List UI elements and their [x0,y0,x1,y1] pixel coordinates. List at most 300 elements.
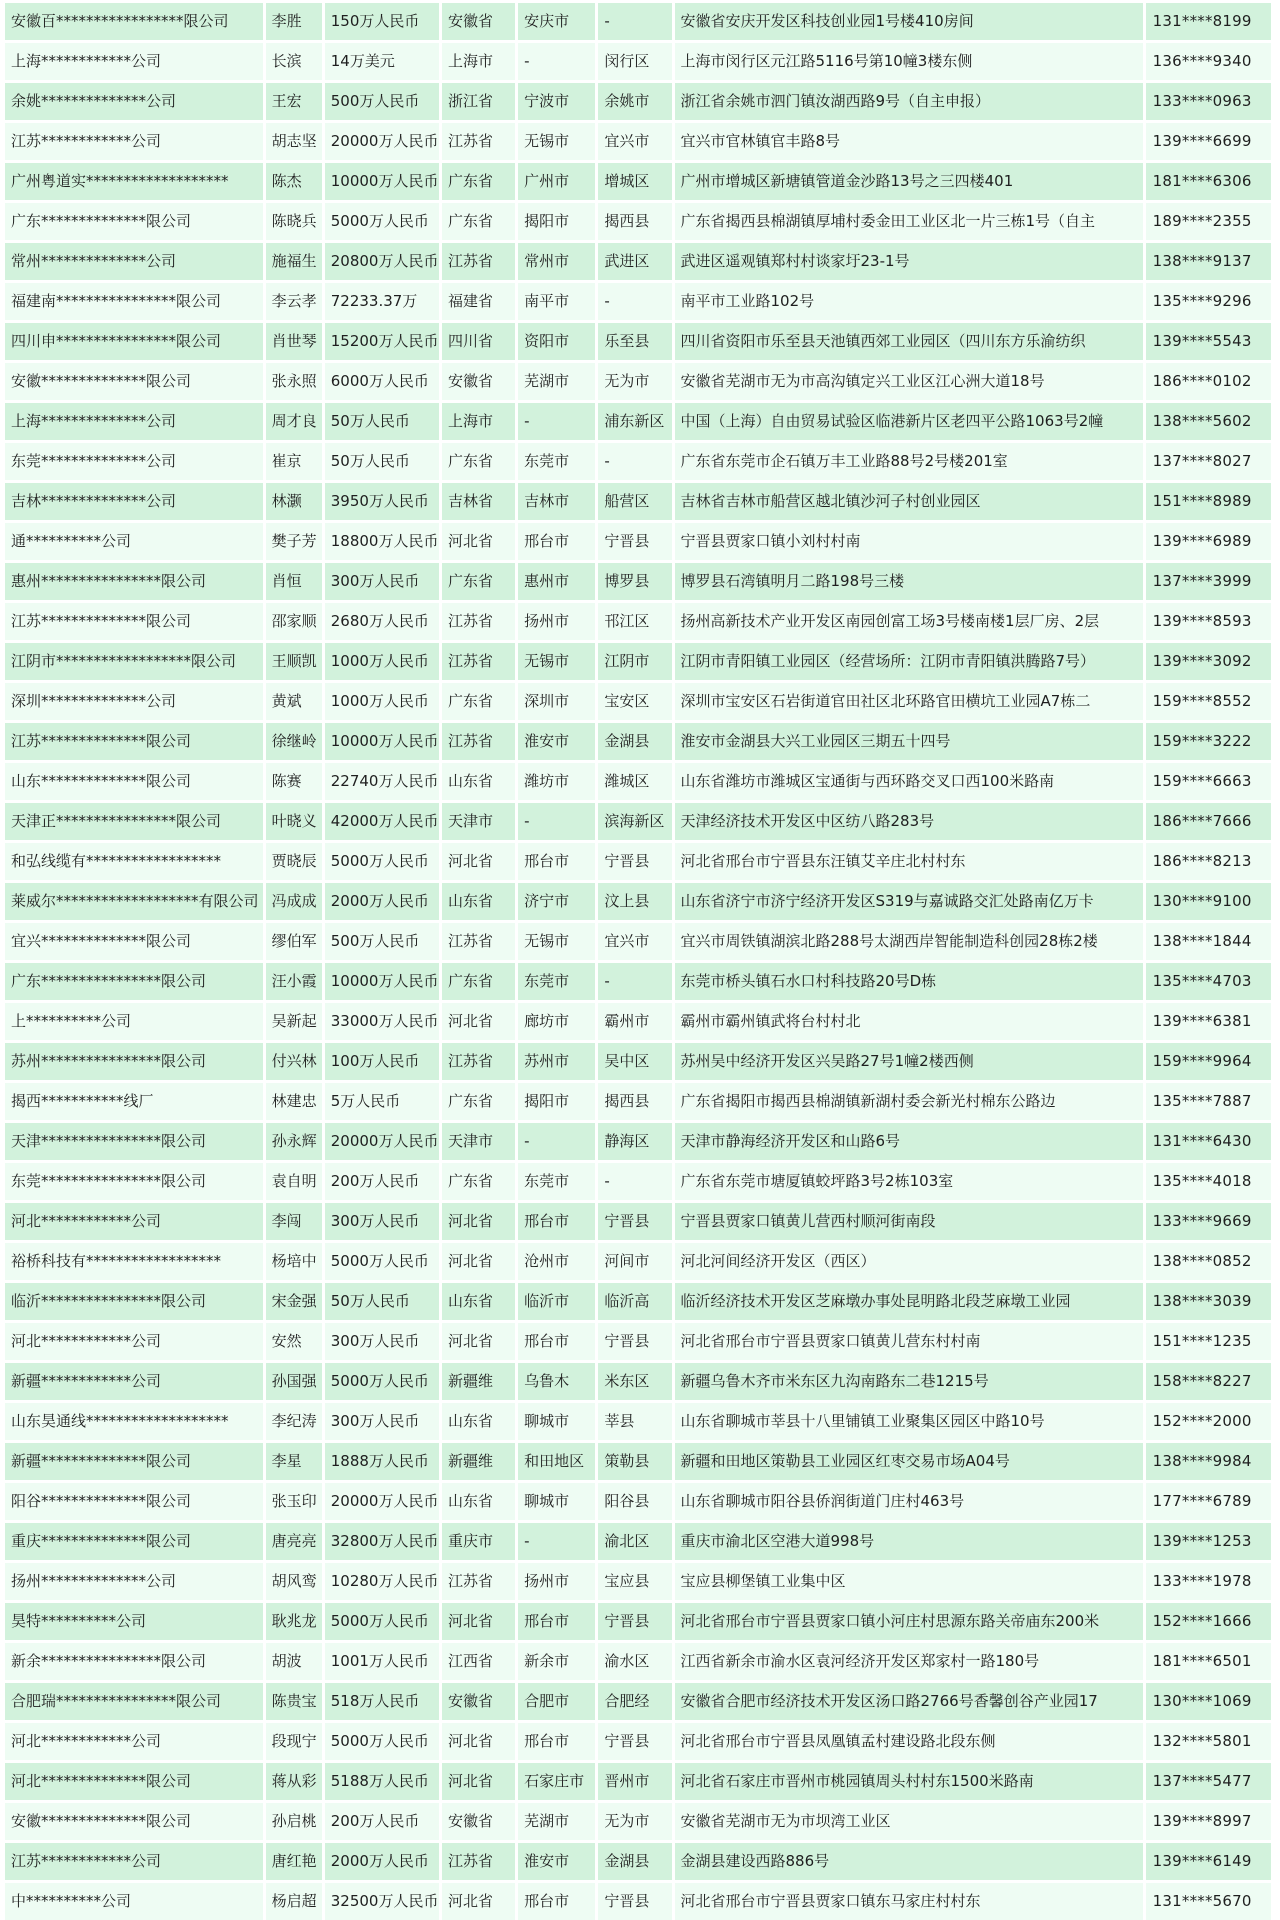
cell-district: 霸州市 [598,1003,671,1040]
table-row [5,483,1271,520]
cell-phone: 181****6306 [1146,163,1271,200]
cell-phone: 130****1069 [1146,1683,1271,1720]
cell-company-name: 广州粤道实******************* [5,163,263,200]
cell-city: 乌鲁木 [518,1363,595,1400]
cell-phone: 138****3039 [1146,1283,1271,1320]
cell-registered-capital: 1001万人民币 [325,1643,439,1680]
cell-legal-person: 耿兆龙 [266,1603,322,1640]
cell-address: 宁晋县贾家口镇小刘村村南 [675,523,1143,560]
cell-city: 资阳市 [518,323,595,360]
cell-registered-capital: 15200万人民币 [325,323,439,360]
cell-phone: 151****8989 [1146,483,1271,520]
cell-province: 江苏省 [442,723,515,760]
cell-phone: 138****5602 [1146,403,1271,440]
cell-province: 江苏省 [442,1043,515,1080]
cell-district: 宜兴市 [598,123,671,160]
cell-legal-person: 李云孝 [266,283,322,320]
cell-company-name: 天津正****************限公司 [5,803,263,840]
cell-city: 聊城市 [518,1483,595,1520]
cell-legal-person: 叶晓义 [266,803,322,840]
table-row [5,123,1271,160]
cell-company-name: 苏州****************限公司 [5,1043,263,1080]
cell-province: 河北省 [442,1603,515,1640]
table-body [5,3,1271,1920]
cell-company-name: 广东****************限公司 [5,963,263,1000]
cell-phone: 186****8213 [1146,843,1271,880]
cell-registered-capital: 1000万人民币 [325,643,439,680]
cell-phone: 136****9340 [1146,43,1271,80]
cell-legal-person: 林建忠 [266,1083,322,1120]
cell-city: - [518,803,595,840]
cell-registered-capital: 22740万人民币 [325,763,439,800]
cell-phone: 138****9984 [1146,1443,1271,1480]
cell-legal-person: 周才良 [266,403,322,440]
cell-address: 山东省潍坊市潍城区宝通街与西环路交叉口西100米路南 [675,763,1143,800]
cell-registered-capital: 300万人民币 [325,563,439,600]
cell-province: 广东省 [442,963,515,1000]
table-row [5,1123,1271,1160]
cell-city: - [518,1523,595,1560]
table-row [5,3,1271,40]
table-row [5,403,1271,440]
cell-legal-person: 蒋从彩 [266,1763,322,1800]
cell-district: 宁晋县 [598,1883,671,1920]
cell-company-name: 江苏**************限公司 [5,723,263,760]
cell-district: 宝安区 [598,683,671,720]
cell-registered-capital: 18800万人民币 [325,523,439,560]
cell-district: 策勒县 [598,1443,671,1480]
cell-legal-person: 段现宁 [266,1723,322,1760]
cell-phone: 132****5801 [1146,1723,1271,1760]
cell-address: 河北省石家庄市晋州市桃园镇周头村村东1500米路南 [675,1763,1143,1800]
table-row [5,1803,1271,1840]
cell-district: 闵行区 [598,43,671,80]
cell-province: 新疆维 [442,1443,515,1480]
cell-registered-capital: 300万人民币 [325,1403,439,1440]
cell-company-name: 扬州**************公司 [5,1563,263,1600]
cell-company-name: 江苏************公司 [5,123,263,160]
cell-district: 宁晋县 [598,1603,671,1640]
cell-legal-person: 黄斌 [266,683,322,720]
cell-legal-person: 孙启桃 [266,1803,322,1840]
cell-address: 宝应县柳堡镇工业集中区 [675,1563,1143,1600]
cell-phone: 138****1844 [1146,923,1271,960]
cell-phone: 151****1235 [1146,1323,1271,1360]
cell-company-name: 天津****************限公司 [5,1123,263,1160]
cell-company-name: 河北************公司 [5,1323,263,1360]
cell-company-name: 河北************公司 [5,1723,263,1760]
cell-city: 扬州市 [518,1563,595,1600]
cell-company-name: 江苏**************限公司 [5,603,263,640]
cell-phone: 139****5543 [1146,323,1271,360]
cell-legal-person: 孙永辉 [266,1123,322,1160]
cell-company-name: 和弘线缆有****************** [5,843,263,880]
cell-legal-person: 李纪涛 [266,1403,322,1440]
cell-district: 无为市 [598,363,671,400]
cell-address: 河北省邢台市宁晋县凤凰镇孟村建设路北段东侧 [675,1723,1143,1760]
table-row [5,1083,1271,1120]
cell-company-name: 裕桥科技有****************** [5,1243,263,1280]
cell-city: - [518,1123,595,1160]
cell-legal-person: 冯成成 [266,883,322,920]
cell-province: 安徽省 [442,1803,515,1840]
cell-city: 邢台市 [518,1203,595,1240]
cell-city: 芜湖市 [518,1803,595,1840]
cell-legal-person: 杨启超 [266,1883,322,1920]
cell-city: 邢台市 [518,843,595,880]
cell-registered-capital: 200万人民币 [325,1803,439,1840]
cell-province: 河北省 [442,1723,515,1760]
cell-district: 合肥经 [598,1683,671,1720]
cell-province: 河北省 [442,523,515,560]
table-row [5,723,1271,760]
cell-phone: 139****6989 [1146,523,1271,560]
cell-district: 增城区 [598,163,671,200]
cell-address: 安徽省安庆开发区科技创业园1号楼410房间 [675,3,1143,40]
cell-registered-capital: 10280万人民币 [325,1563,439,1600]
cell-phone: 139****6381 [1146,1003,1271,1040]
cell-address: 河北河间经济开发区（西区） [675,1243,1143,1280]
cell-phone: 137****5477 [1146,1763,1271,1800]
cell-legal-person: 李星 [266,1443,322,1480]
cell-phone: 139****6699 [1146,123,1271,160]
cell-registered-capital: 5000万人民币 [325,1363,439,1400]
cell-address: 浙江省余姚市泗门镇汝湖西路9号（自主申报） [675,83,1143,120]
cell-phone: 135****4018 [1146,1163,1271,1200]
cell-province: 江苏省 [442,923,515,960]
table-row [5,203,1271,240]
cell-legal-person: 安然 [266,1323,322,1360]
cell-company-name: 河北**************限公司 [5,1763,263,1800]
table-row [5,1003,1271,1040]
cell-district: 晋州市 [598,1763,671,1800]
cell-province: 天津市 [442,803,515,840]
cell-city: 潍坊市 [518,763,595,800]
cell-province: 广东省 [442,1083,515,1120]
cell-district: 无为市 [598,1803,671,1840]
cell-legal-person: 胡风鸾 [266,1563,322,1600]
cell-address: 广东省东莞市塘厦镇蛟坪路3号2栋103室 [675,1163,1143,1200]
cell-address: 安徽省芜湖市无为市坝湾工业区 [675,1803,1143,1840]
cell-city: - [518,43,595,80]
cell-registered-capital: 100万人民币 [325,1043,439,1080]
cell-city: 聊城市 [518,1403,595,1440]
cell-district: 阳谷县 [598,1483,671,1520]
table-row [5,643,1271,680]
cell-city: 无锡市 [518,643,595,680]
cell-province: 河北省 [442,1883,515,1920]
cell-province: 江苏省 [442,243,515,280]
cell-registered-capital: 300万人民币 [325,1203,439,1240]
table-row [5,243,1271,280]
cell-city: 苏州市 [518,1043,595,1080]
cell-company-name: 上海************公司 [5,43,263,80]
cell-district: 潍城区 [598,763,671,800]
cell-company-name: 江苏************公司 [5,1843,263,1880]
cell-address: 广东省揭阳市揭西县棉湖镇新湖村委会新光村棉东公路边 [675,1083,1143,1120]
cell-phone: 186****0102 [1146,363,1271,400]
cell-city: 临沂市 [518,1283,595,1320]
cell-registered-capital: 200万人民币 [325,1163,439,1200]
cell-province: 安徽省 [442,3,515,40]
cell-address: 广东省揭西县棉湖镇厚埔村委金田工业区北一片三栋1号（自主 [675,203,1143,240]
cell-phone: 159****6663 [1146,763,1271,800]
table-row [5,803,1271,840]
cell-phone: 131****6430 [1146,1123,1271,1160]
cell-registered-capital: 50万人民币 [325,443,439,480]
cell-company-name: 新余****************限公司 [5,1643,263,1680]
cell-district: 金湖县 [598,723,671,760]
cell-district: 滨海新区 [598,803,671,840]
cell-company-name: 临沂****************限公司 [5,1283,263,1320]
cell-legal-person: 胡波 [266,1643,322,1680]
cell-city: 无锡市 [518,923,595,960]
cell-province: 江苏省 [442,643,515,680]
cell-registered-capital: 20800万人民币 [325,243,439,280]
cell-district: 宁晋县 [598,1723,671,1760]
cell-city: 无锡市 [518,123,595,160]
cell-legal-person: 缪伯军 [266,923,322,960]
cell-city: 新余市 [518,1643,595,1680]
cell-legal-person: 林灏 [266,483,322,520]
cell-legal-person: 徐继岭 [266,723,322,760]
cell-province: 河北省 [442,1323,515,1360]
cell-district: 河间市 [598,1243,671,1280]
cell-registered-capital: 14万美元 [325,43,439,80]
cell-legal-person: 张玉印 [266,1483,322,1520]
company-table [2,0,1274,1920]
cell-address: 广东省东莞市企石镇万丰工业路88号2号楼201室 [675,443,1143,480]
cell-phone: 133****0963 [1146,83,1271,120]
cell-registered-capital: 5000万人民币 [325,843,439,880]
cell-company-name: 安徽百*****************限公司 [5,3,263,40]
cell-province: 山东省 [442,1283,515,1320]
cell-province: 安徽省 [442,1683,515,1720]
cell-province: 江西省 [442,1643,515,1680]
cell-province: 山东省 [442,883,515,920]
cell-district: 宁晋县 [598,843,671,880]
cell-registered-capital: 72233.37万 [325,283,439,320]
table-row [5,1683,1271,1720]
cell-company-name: 四川申****************限公司 [5,323,263,360]
table-row [5,563,1271,600]
cell-address: 河北省邢台市宁晋县贾家口镇黄儿营东村村南 [675,1323,1143,1360]
cell-address: 南平市工业路102号 [675,283,1143,320]
cell-city: 扬州市 [518,603,595,640]
cell-phone: 189****2355 [1146,203,1271,240]
cell-phone: 133****1978 [1146,1563,1271,1600]
cell-legal-person: 肖世琴 [266,323,322,360]
cell-city: 深圳市 [518,683,595,720]
cell-city: 东莞市 [518,443,595,480]
table-row [5,1763,1271,1800]
cell-address: 霸州市霸州镇武将台村村北 [675,1003,1143,1040]
cell-phone: 158****8227 [1146,1363,1271,1400]
cell-address: 安徽省合肥市经济技术开发区汤口路2766号香馨创谷产业园17 [675,1683,1143,1720]
cell-registered-capital: 50万人民币 [325,403,439,440]
cell-district: 金湖县 [598,1843,671,1880]
table-row [5,1403,1271,1440]
cell-registered-capital: 5188万人民币 [325,1763,439,1800]
cell-address: 宜兴市官林镇官丰路8号 [675,123,1143,160]
cell-registered-capital: 300万人民币 [325,1323,439,1360]
cell-phone: 181****6501 [1146,1643,1271,1680]
cell-company-name: 上海**************公司 [5,403,263,440]
cell-province: 福建省 [442,283,515,320]
table-row [5,1323,1271,1360]
cell-province: 天津市 [442,1123,515,1160]
cell-city: 东莞市 [518,1163,595,1200]
cell-city: 安庆市 [518,3,595,40]
cell-province: 江苏省 [442,603,515,640]
cell-phone: 135****4703 [1146,963,1271,1000]
cell-company-name: 福建南****************限公司 [5,283,263,320]
cell-city: 宁波市 [518,83,595,120]
table-row [5,43,1271,80]
cell-address: 宜兴市周铁镇湖滨北路288号太湖西岸智能制造科创园28栋2楼 [675,923,1143,960]
cell-registered-capital: 20000万人民币 [325,1123,439,1160]
cell-phone: 139****1253 [1146,1523,1271,1560]
cell-district: 江阴市 [598,643,671,680]
cell-legal-person: 付兴林 [266,1043,322,1080]
cell-legal-person: 王宏 [266,83,322,120]
cell-phone: 133****9669 [1146,1203,1271,1240]
cell-district: - [598,3,671,40]
cell-district: 吴中区 [598,1043,671,1080]
cell-registered-capital: 20000万人民币 [325,123,439,160]
cell-company-name: 揭西***********线厂 [5,1083,263,1120]
cell-district: 武进区 [598,243,671,280]
cell-company-name: 通**********公司 [5,523,263,560]
cell-province: 河北省 [442,1243,515,1280]
cell-legal-person: 袁自明 [266,1163,322,1200]
cell-registered-capital: 2680万人民币 [325,603,439,640]
cell-city: 惠州市 [518,563,595,600]
cell-city: 和田地区 [518,1443,595,1480]
cell-city: 芜湖市 [518,363,595,400]
cell-legal-person: 陈赛 [266,763,322,800]
cell-company-name: 东莞****************限公司 [5,1163,263,1200]
cell-registered-capital: 5万人民币 [325,1083,439,1120]
cell-address: 金湖县建设西路886号 [675,1843,1143,1880]
cell-district: 渝水区 [598,1643,671,1680]
cell-district: 米东区 [598,1363,671,1400]
cell-registered-capital: 10000万人民币 [325,163,439,200]
cell-legal-person: 肖恒 [266,563,322,600]
cell-province: 上海市 [442,43,515,80]
cell-province: 上海市 [442,403,515,440]
cell-registered-capital: 5000万人民币 [325,203,439,240]
cell-city: 揭阳市 [518,1083,595,1120]
cell-province: 山东省 [442,1483,515,1520]
cell-province: 广东省 [442,1163,515,1200]
cell-phone: 135****7887 [1146,1083,1271,1120]
table-row [5,883,1271,920]
cell-registered-capital: 10000万人民币 [325,723,439,760]
cell-registered-capital: 2000万人民币 [325,1843,439,1880]
cell-phone: 159****8552 [1146,683,1271,720]
cell-province: 安徽省 [442,363,515,400]
cell-legal-person: 陈贵宝 [266,1683,322,1720]
table-row [5,1043,1271,1080]
cell-address: 新疆和田地区策勒县工业园区红枣交易市场A04号 [675,1443,1143,1480]
cell-registered-capital: 5000万人民币 [325,1243,439,1280]
table-row [5,163,1271,200]
cell-city: - [518,403,595,440]
cell-address: 苏州吴中经济开发区兴吴路27号1幢2楼西侧 [675,1043,1143,1080]
cell-city: 邢台市 [518,1883,595,1920]
cell-phone: 130****9100 [1146,883,1271,920]
cell-district: 揭西县 [598,203,671,240]
cell-phone: 139****6149 [1146,1843,1271,1880]
cell-city: 揭阳市 [518,203,595,240]
table-row [5,1523,1271,1560]
cell-district: 宜兴市 [598,923,671,960]
cell-registered-capital: 20000万人民币 [325,1483,439,1520]
cell-district: 余姚市 [598,83,671,120]
cell-phone: 131****8199 [1146,3,1271,40]
cell-address: 博罗县石湾镇明月二路198号三楼 [675,563,1143,600]
cell-company-name: 惠州****************限公司 [5,563,263,600]
cell-phone: 159****3222 [1146,723,1271,760]
cell-company-name: 余姚**************公司 [5,83,263,120]
table-row [5,1723,1271,1760]
table-row [5,1483,1271,1520]
cell-address: 淮安市金湖县大兴工业园区三期五十四号 [675,723,1143,760]
cell-city: 邢台市 [518,1603,595,1640]
cell-province: 浙江省 [442,83,515,120]
cell-address: 吉林省吉林市船营区越北镇沙河子村创业园区 [675,483,1143,520]
cell-province: 江苏省 [442,1563,515,1600]
cell-legal-person: 李胜 [266,3,322,40]
cell-address: 河北省邢台市宁晋县东汪镇艾辛庄北村村东 [675,843,1143,880]
cell-registered-capital: 1000万人民币 [325,683,439,720]
cell-district: 宁晋县 [598,523,671,560]
table-row [5,603,1271,640]
cell-registered-capital: 500万人民币 [325,83,439,120]
cell-address: 新疆乌鲁木齐市米东区九沟南路东二巷1215号 [675,1363,1143,1400]
cell-company-name: 广东**************限公司 [5,203,263,240]
cell-registered-capital: 500万人民币 [325,923,439,960]
table-row [5,1883,1271,1920]
cell-legal-person: 胡志坚 [266,123,322,160]
cell-province: 广东省 [442,683,515,720]
cell-city: 济宁市 [518,883,595,920]
table-row [5,1203,1271,1240]
cell-city: 常州市 [518,243,595,280]
cell-registered-capital: 5000万人民币 [325,1723,439,1760]
table-row [5,83,1271,120]
cell-city: 邢台市 [518,1723,595,1760]
cell-address: 江阴市青阳镇工业园区（经营场所：江阴市青阳镇洪腾路7号） [675,643,1143,680]
table-row [5,1643,1271,1680]
cell-legal-person: 杨培中 [266,1243,322,1280]
cell-registered-capital: 32500万人民币 [325,1883,439,1920]
cell-district: 渝北区 [598,1523,671,1560]
cell-province: 广东省 [442,563,515,600]
cell-city: 吉林市 [518,483,595,520]
cell-phone: 137****8027 [1146,443,1271,480]
cell-phone: 139****8593 [1146,603,1271,640]
cell-phone: 159****9964 [1146,1043,1271,1080]
cell-district: 临沂高 [598,1283,671,1320]
cell-district: 乐至县 [598,323,671,360]
cell-company-name: 深圳**************公司 [5,683,263,720]
cell-phone: 177****6789 [1146,1483,1271,1520]
cell-registered-capital: 42000万人民币 [325,803,439,840]
cell-phone: 152****1666 [1146,1603,1271,1640]
cell-address: 广州市增城区新塘镇管道金沙路13号之三四楼401 [675,163,1143,200]
